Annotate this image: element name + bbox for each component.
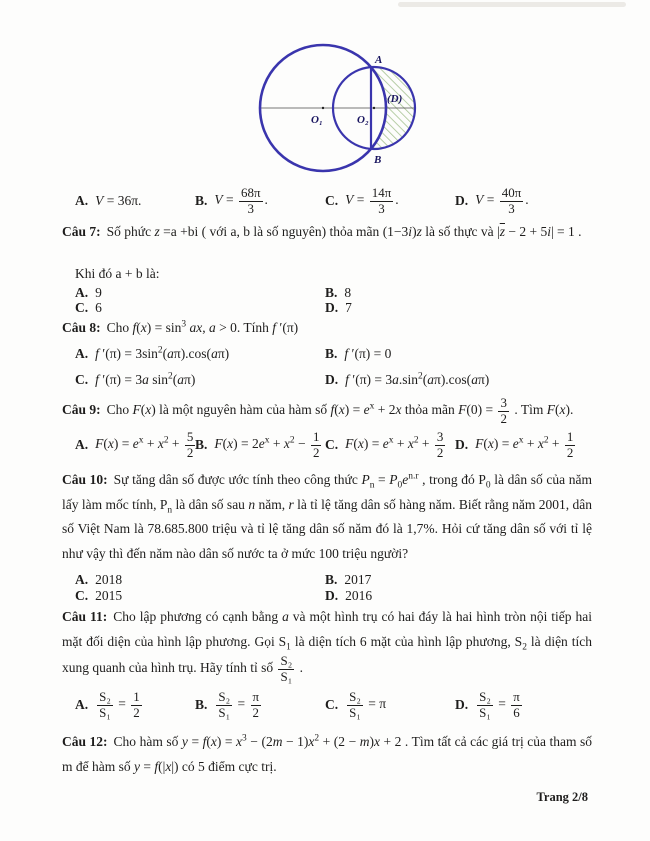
option-math: $F(x) = e^x + x^2$ + $\frac{5}{2}$ [95,429,194,460]
option-math: f ′(π) = 0 [344,346,392,361]
question-9 [62,396,592,462]
option-letter: D. [325,372,339,387]
q11-option-b [195,690,325,720]
option-letter: B. [325,346,338,361]
q10-option-c [75,588,325,604]
q7-option-b [325,285,592,301]
option-text: 2017 [344,572,372,587]
option-text: 8 [344,284,352,300]
q8-option-a [75,344,325,363]
option-text: 2015 [95,587,123,603]
option-math: V = 36π. [95,193,142,208]
question-7 [62,220,592,316]
option-letter: C. [75,587,89,603]
q11-option-c [325,690,455,720]
point-label-A: A [375,54,383,66]
q11-label: Câu 11: [62,609,108,624]
option-letter: A. [75,284,89,300]
q6-option-b [195,186,325,216]
q10-options-row-1 [62,572,592,588]
option-letter: C. [325,697,339,712]
option-letter: B. [195,437,208,452]
option-letter: B. [325,284,338,300]
option-letter: B. [195,697,208,712]
q9-statement-math: Cho F(x) là một nguyên hàm của hàm số $f(x) = e^x + 2x$ thỏa mãn F(0) = $\frac{3}{2}$ . Tìm F(x). [106,395,574,426]
q11-statement-math: Cho lập phương có cạnh bằng a và một hình trụ có hai đáy là hai hình tròn nội tiếp hai mặt đối diện của hình lập phương. Gọi $S_1$ là diện tích 6 mặt của hình lập phương, $S_2$ là diện tích xung quanh của hình trụ. Hãy tính tỉ số $\frac{\text{S₂}}{\text{S₁}}$ . [62,609,593,684]
option-letter: A. [75,572,89,587]
option-letter: D. [455,697,469,712]
option-letter: D. [455,193,469,208]
option-text: 9 [95,284,102,300]
q6-option-a [75,193,195,209]
q12-label: Câu 12: [62,734,108,749]
q11-options-row [62,688,592,722]
q12-statement-math: Cho hàm số $y = f(x) = x^3 - (2m - 1)x^2 + (2 - m)x + 2$ . Tìm tất cả các giá trị của tham số m để hàm số y = f(|x|) có 5 điểm cực trị. [62,733,593,774]
center-label-O2: O₂ [357,114,369,126]
option-math: V = $\frac{14\pi}{3}$ . [345,185,399,216]
q9-option-b [195,430,325,460]
option-math: f $'(\pi) = 3a.\sin^2(a\pi).\cos(a\pi)$ [345,371,490,387]
q7-options-row-1 [62,285,592,301]
q8-label: Câu 8: [62,319,101,335]
point-label-B: B [374,154,382,166]
q7-option-c [75,300,325,316]
q10-statement [62,468,592,566]
scan-artifact [398,2,626,7]
q11-option-d [455,690,592,720]
q12-statement [62,730,592,779]
question-8 [62,316,592,390]
option-letter: A. [75,193,89,208]
q8-option-d [325,370,592,389]
circles-figure-svg [240,30,440,180]
q9-option-c [325,430,455,460]
q11-option-a [75,690,195,720]
region-label-D: (D) [387,93,403,105]
q9-option-a [75,430,195,460]
q9-statement [62,396,592,426]
option-math: $F(x) = e^x + x^2$ + $\frac{3}{2}$ [345,429,444,460]
option-letter: C. [75,300,89,315]
q6-option-c [325,186,455,216]
option-letter: D. [325,300,339,315]
q8-option-b [325,344,592,363]
option-math: V = $\frac{40\pi}{3}$ . [475,185,529,216]
q10-option-d [325,588,592,604]
q7-options-row-2 [62,300,592,316]
option-letter: C. [325,437,339,452]
option-letter: A. [75,437,89,452]
q10-option-b [325,572,592,588]
q10-option-a [75,572,325,588]
q6-options-row [62,186,592,216]
q7-statement [62,220,592,245]
option-letter: D. [455,437,469,452]
q7-label: Câu 7: [62,224,101,239]
option-letter: B. [195,193,208,208]
q6-option-d [455,186,592,216]
option-letter: D. [325,587,339,603]
option-math: $\frac{\text{S₂}}{\text{S₁}}$ = $\frac{\pi}{2}$ [218,689,260,720]
option-letter: B. [325,572,338,587]
center-dot-O1 [322,107,324,109]
option-math: f ′(π) = 3a $\sin^2(a\pi)$ [95,371,196,387]
q7-statement-math: Số phức z =a +bi ( với a, b là số nguyên) thỏa mãn (1−3i)z là số thực và $|\overline{z} - 2 + 5i| = 1$ . [106,224,582,239]
option-letter: C. [325,193,339,208]
option-letter: A. [75,697,89,712]
q10-options-row-2 [62,588,592,604]
option-letter: A. [75,346,89,361]
page-number: Trang 2/8 [536,790,588,804]
q10-statement-math: Sự tăng dân số được ước tính theo công thức $P_n = P_0e^{n.r}$ , trong đó $P_0$ là dân số của năm lấy làm mốc tính, $P_n$ là dân số sau n năm, r là tỉ lệ tăng dân số hàng năm. Biết rằng năm 2001, dân số Việt Nam là 78.685.800 triệu và tỉ lệ tăng dân số năm đó là 1,7%. Hỏi cứ tăng dân số với tỉ lệ như vậy thì đến năm nào dân số nước ta ở mức 100 triệu người? [62,471,592,561]
question-12 [62,730,592,779]
q8-options-row-1 [62,344,592,363]
option-math: V = $\frac{68\pi}{3}$ . [214,185,268,216]
option-text: 2016 [345,587,373,603]
center-label-O1: O₁ [311,114,323,126]
option-math: $F(x) = e^x + x^2$ + $\frac{1}{2}$ [475,429,574,460]
option-math: $\frac{\text{S₂}}{\text{S₁}}$ = $\frac{1}{2}$ [99,689,140,720]
q8-options-row-2 [62,370,592,389]
option-text: 6 [95,300,102,315]
q8-statement-math: Cho $f(x) = \sin^3$ ax, a > 0. Tính f ′(π) [106,319,299,335]
q9-label: Câu 9: [62,402,101,418]
option-math: $F(x) = 2e^x + x^2$ − $\frac{1}{2}$ [214,429,320,460]
q8-option-c [75,370,325,389]
q7-option-d [325,300,592,316]
q9-options-row [62,428,592,462]
question-11 [62,605,592,722]
option-math: $\frac{\text{S₂}}{\text{S₁}}$ = $\frac{\pi}{6}$ [479,689,520,720]
q8-statement [62,316,592,341]
option-math: f $'(\pi) = 3\sin^2(a\pi).\cos(a\pi)$ [95,345,230,361]
question-10 [62,468,592,603]
q11-statement [62,605,592,684]
option-math: $\frac{\text{S₂}}{\text{S₁}}$ = π [349,689,387,720]
option-text: 2018 [95,572,123,587]
q9-option-d [455,430,592,460]
option-letter: C. [75,372,89,387]
center-dot-O2 [373,107,375,109]
q7-option-a [75,285,325,301]
q10-label: Câu 10: [62,472,108,487]
q7-followup: Khi đó a + b là: [75,265,160,281]
option-text: 7 [345,300,352,315]
circles-figure [240,30,440,180]
